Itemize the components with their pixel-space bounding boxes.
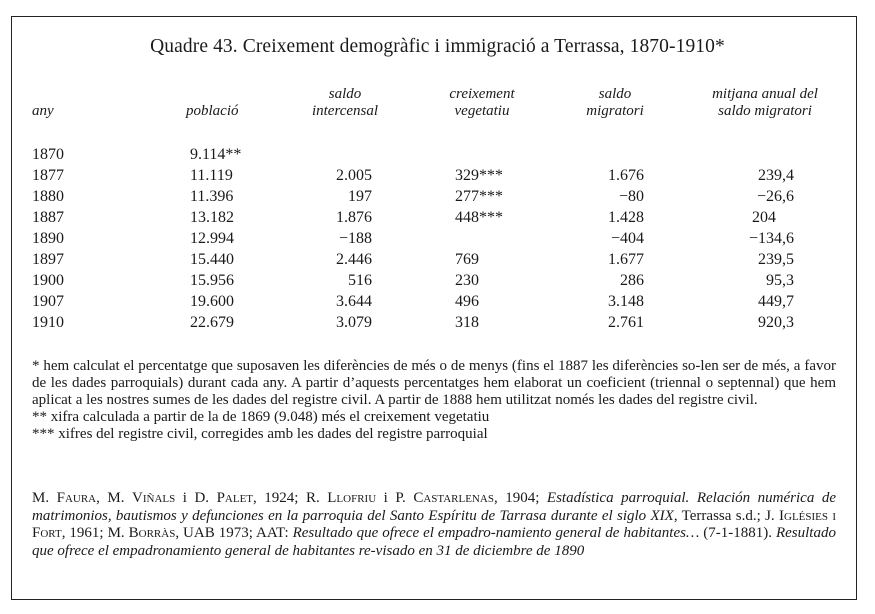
- header-mitjana-line2: saldo migratori: [718, 103, 812, 119]
- cell-creixement: 769: [455, 251, 479, 268]
- cell-saldo-migratori: 3.148: [608, 293, 644, 310]
- header-any: [32, 103, 54, 120]
- cell-mitjana: 95,3: [766, 272, 794, 289]
- src-author: Viñals: [132, 490, 176, 506]
- header-saldo-intercensal-line1: saldo: [328, 86, 362, 102]
- cell-poblacio: 15.956: [190, 272, 234, 289]
- cell-mitjana: 920,3: [758, 314, 794, 331]
- footnote-2: ** xifra calculada a partir de la de 1869 (9.048) més el creixement vegetatiu: [32, 409, 490, 425]
- src-author: Borràs: [128, 525, 176, 541]
- cell-mitjana: −26,6: [756, 188, 794, 205]
- cell-mitjana: 449,7: [758, 293, 794, 310]
- cell-poblacio: 19.600: [190, 293, 234, 310]
- cell-any: 1890: [32, 230, 64, 247]
- cell-mitjana: −134,6: [748, 230, 794, 247]
- cell-mitjana: 204: [752, 209, 776, 226]
- src-text: i D.: [175, 490, 217, 506]
- src-text: (7-1-1881).: [699, 525, 776, 541]
- cell-saldo-migratori: 1.677: [608, 251, 644, 268]
- cell-saldo-migratori: 1.676: [608, 167, 644, 184]
- footnote-1: * hem calculat el percentatge que suposaven les diferències de més o de menys (fins el 1887 les diferències so-len ser de més, a favor de les dades parroquials) durant cada any. A partir d’aquests percentatges hem elaborat un coeficient (triennal o septennal) que hem aplicat a les nostres sumes de les dades del registre civil. A partir de 1888 hem utilitzat només les dades del registre civil.: [32, 358, 836, 408]
- header-poblacio: [186, 103, 239, 120]
- cell-saldo-intercensal: 197: [348, 188, 372, 205]
- cell-any: 1907: [32, 293, 64, 310]
- cell-saldo-migratori: 1.428: [608, 209, 644, 226]
- cell-saldo-intercensal: −188: [338, 230, 372, 247]
- cell-saldo-intercensal: 2.446: [336, 251, 372, 268]
- cell-saldo-intercensal: 516: [348, 272, 372, 289]
- cell-saldo-migratori: 286: [620, 272, 644, 289]
- header-saldo-migratori-line2: migratori: [586, 103, 644, 119]
- src-author: Faura: [56, 490, 97, 506]
- cell-any: 1877: [32, 167, 64, 184]
- src-text: , UAB 1973; AAT:: [175, 525, 293, 541]
- cell-saldo-intercensal: 3.644: [336, 293, 372, 310]
- cell-creixement: 230: [455, 272, 479, 289]
- src-text: i P.: [376, 490, 414, 506]
- cell-creixement: 318: [455, 314, 479, 331]
- cell-any: 1880: [32, 188, 64, 205]
- cell-any: 1887: [32, 209, 64, 226]
- cell-poblacio: 11.119: [190, 167, 233, 184]
- header-creixement-vegetatiu: [432, 86, 532, 120]
- cell-any: 1910: [32, 314, 64, 331]
- cell-saldo-migratori: −404: [610, 230, 644, 247]
- header-any-label: any: [32, 103, 54, 119]
- src-text: , Terrassa s.d.; J.: [673, 507, 779, 524]
- header-creixement-line2: vegetatiu: [454, 103, 510, 119]
- src-title: Resultado que ofrece el empadro-namiento general de habitantes…: [292, 525, 700, 541]
- src-text: , 1924; R.: [253, 490, 328, 506]
- src-author: Palet: [216, 490, 254, 506]
- cell-creixement: 329***: [455, 167, 503, 184]
- cell-any: 1897: [32, 251, 64, 268]
- src-text: , 1904;: [493, 490, 547, 506]
- header-saldo-intercensal-line2: intercensal: [311, 103, 379, 119]
- sources: [32, 490, 836, 560]
- src-author: Castarlenas: [413, 490, 494, 506]
- src-text: M.: [32, 490, 57, 506]
- src-title: Resultado que ofrece el empadronamiento general de habitantes re-visado en 31 de diciembre de 1890: [32, 525, 836, 559]
- header-creixement-line1: creixement: [449, 86, 515, 102]
- src-text: , 1961; M.: [61, 525, 129, 541]
- cell-any: 1900: [32, 272, 64, 289]
- header-saldo-intercensal: [300, 86, 390, 120]
- cell-saldo-intercensal: 2.005: [336, 167, 372, 184]
- cell-poblacio: 15.440: [190, 251, 234, 268]
- cell-saldo-intercensal: 3.079: [336, 314, 372, 331]
- footnotes: [32, 358, 836, 443]
- cell-poblacio: 22.679: [190, 314, 234, 331]
- cell-poblacio: 12.994: [190, 230, 234, 247]
- cell-mitjana: 239,5: [758, 251, 794, 268]
- cell-creixement: 448***: [455, 209, 503, 226]
- cell-saldo-migratori: −80: [618, 188, 644, 205]
- header-mitjana-line1: mitjana anual del: [712, 86, 818, 102]
- cell-mitjana: 239,4: [758, 167, 794, 184]
- cell-poblacio: 11.396: [190, 188, 234, 205]
- table-title: Quadre 43. Creixement demogràfic i immigració a Terrassa, 1870-1910*: [150, 36, 725, 57]
- header-saldo-migratori-line1: saldo: [598, 86, 632, 102]
- cell-saldo-migratori: 2.761: [608, 314, 644, 331]
- src-text: , M.: [96, 490, 133, 506]
- cell-creixement: 277***: [455, 188, 503, 205]
- footnote-3: *** xifres del registre civil, corregides amb les dades del registre parroquial: [32, 426, 488, 442]
- cell-creixement: 496: [455, 293, 479, 310]
- header-poblacio-label: població: [186, 103, 239, 119]
- src-author: Llofriu: [327, 490, 377, 506]
- src-title: Estadística parroquial. Relación numérica de matrimonios, bautismos y defunciones en la parroquia del Santo Espíritu de Tarrasa durante el siglo XIX: [32, 490, 836, 524]
- header-mitjana-anual: [690, 86, 840, 120]
- cell-poblacio: 9.114**: [190, 146, 242, 163]
- cell-poblacio: 13.182: [190, 209, 234, 226]
- src-author: Iglésies i Fort: [32, 507, 836, 541]
- header-saldo-migratori: [570, 86, 660, 120]
- cell-any: 1870: [32, 146, 64, 163]
- cell-saldo-intercensal: 1.876: [336, 209, 372, 226]
